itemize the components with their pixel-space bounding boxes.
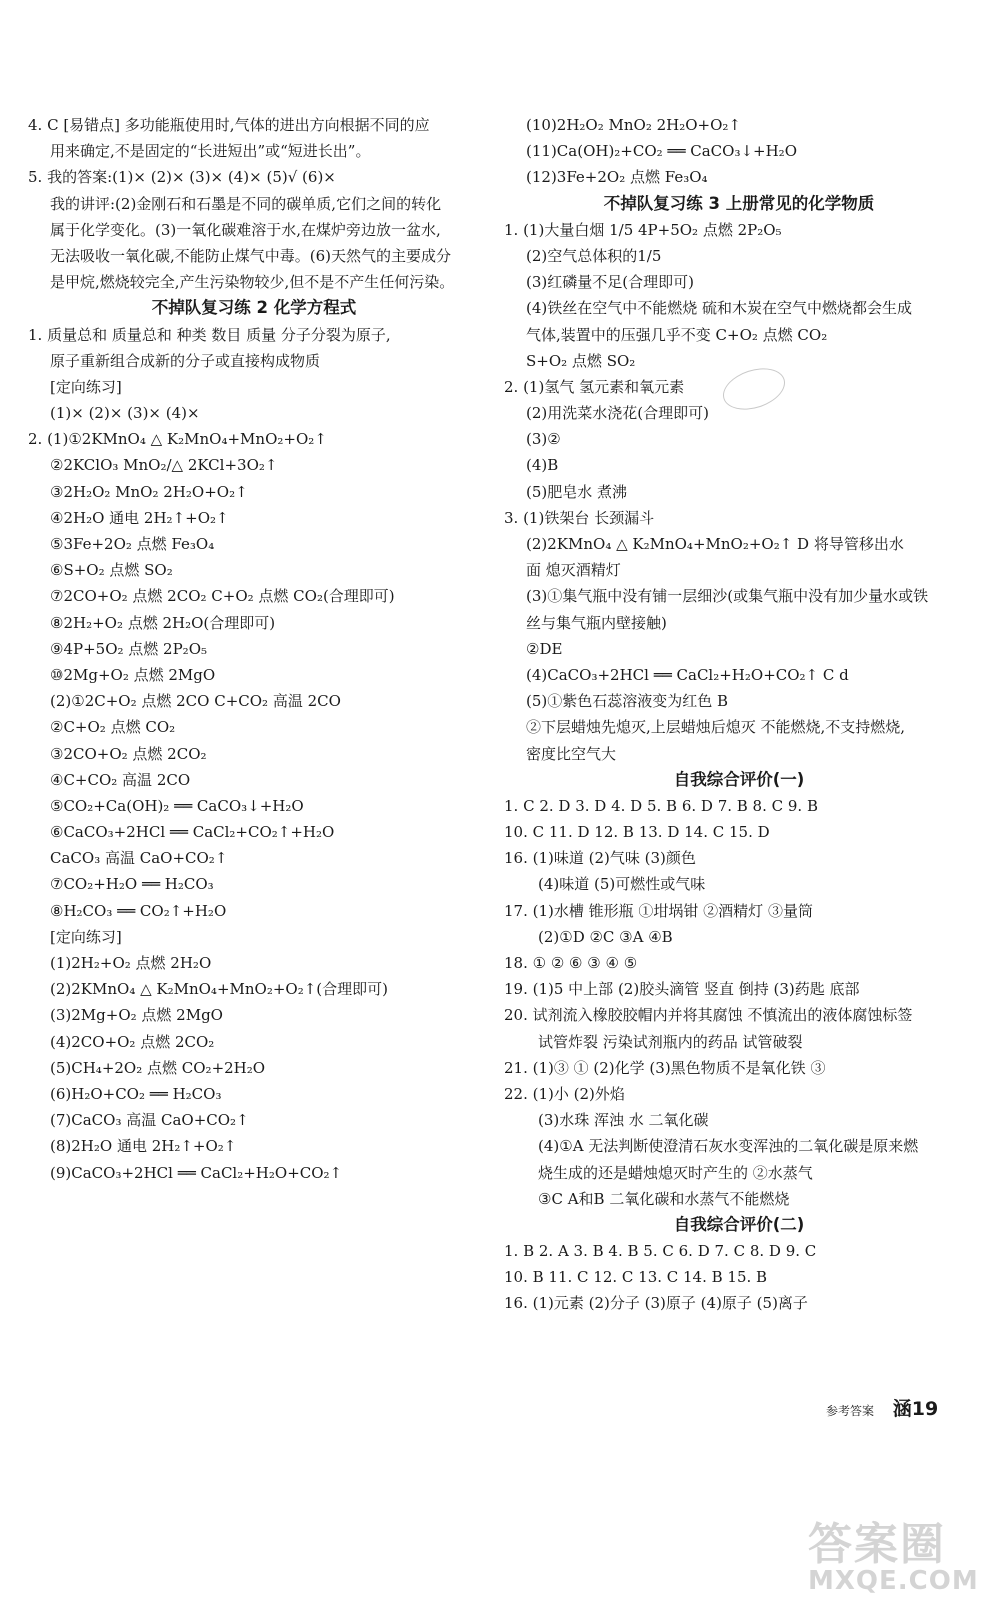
answer-line: 密度比空气大 (526, 744, 617, 763)
answer-line: 16. (1)味道 (2)气味 (3)颜色 (504, 849, 696, 868)
answer-line: 2. (1)①2KMnO₄ △ K₂MnO₄+MnO₂+O₂↑ (28, 430, 327, 449)
answer-line: (3)①集气瓶中没有铺一层细沙(或集气瓶中没有加少量水或铁 (526, 587, 929, 606)
answer-line: (2)2KMnO₄ △ K₂MnO₄+MnO₂+O₂↑ D 将导管移出水 (526, 535, 904, 553)
answer-line: ⑦2CO+O₂ 点燃 2CO₂ C+O₂ 点燃 CO₂(合理即可) (50, 587, 395, 606)
answer-line: 原子重新组合成新的分子或直接构成物质 (50, 351, 321, 370)
answer-line: (3)2Mg+O₂ 点燃 2MgO (50, 1006, 223, 1025)
answer-line: (4)味道 (5)可燃性或气味 (538, 875, 706, 894)
answer-line: (2)2KMnO₄ △ K₂MnO₄+MnO₂+O₂↑(合理即可) (50, 980, 388, 999)
answer-line: 20. 试剂流入橡胶胶帽内并将其腐蚀 不慎流出的液体腐蚀标签 (504, 1006, 913, 1025)
page-number: 涵19 (892, 1398, 939, 1420)
watermark-url: MXQE.COM (808, 1566, 979, 1596)
answer-line: ⑤CO₂+Ca(OH)₂ ══ CaCO₃↓+H₂O (50, 796, 304, 815)
answer-line: ③C A和B 二氧化碳和水蒸气不能燃烧 (538, 1189, 790, 1208)
answer-line: 1. B 2. A 3. B 4. B 5. C 6. D 7. C 8. D 9. C (504, 1242, 817, 1261)
answer-line: ④C+CO₂ 高温 2CO (50, 770, 191, 789)
answer-line: (6)H₂O+CO₂ ══ H₂CO₃ (50, 1084, 222, 1103)
answer-line: (3)红磷量不足(合理即可) (526, 273, 694, 292)
answer-line: 属于化学变化。(3)一氧化碳难溶于水,在煤炉旁边放一盆水, (50, 220, 441, 239)
answer-line: (2)空气总体积的1/5 (526, 246, 662, 265)
answer-line: 3. (1)铁架台 长颈漏斗 (504, 508, 655, 527)
answer-line: 我的讲评:(2)金刚石和石墨是不同的碳单质,它们之间的转化 (50, 194, 442, 213)
answer-line: ⑥CaCO₃+2HCl ══ CaCl₂+CO₂↑+H₂O (50, 823, 335, 842)
answer-line: S+O₂ 点燃 SO₂ (526, 351, 636, 370)
answer-line: 1. 质量总和 质量总和 种类 数目 质量 分子分裂为原子, (28, 325, 391, 344)
answer-line: (5)肥皂水 煮沸 (526, 482, 628, 501)
answer-line: CaCO₃ 高温 CaO+CO₂↑ (50, 849, 228, 868)
answer-line: 17. (1)水槽 锥形瓶 ①坩埚钳 ②酒精灯 ③量筒 (504, 901, 813, 920)
answer-line: 丝与集气瓶内壁接触) (526, 613, 667, 632)
answer-line: ⑨4P+5O₂ 点燃 2P₂O₅ (50, 639, 208, 658)
answer-line: (3)② (526, 430, 561, 449)
watermark-title: 答案圈 (808, 1519, 946, 1570)
left-column (28, 112, 480, 1186)
answer-line: ⑩2Mg+O₂ 点燃 2MgO (50, 665, 216, 684)
answer-line: ③2H₂O₂ MnO₂ 2H₂O+O₂↑ (50, 482, 248, 501)
answer-line: 气体,装置中的压强几乎不变 C+O₂ 点燃 CO₂ (526, 325, 828, 344)
answer-line: 10. B 11. C 12. C 13. C 14. B 15. B (504, 1268, 768, 1287)
answer-line: (10)2H₂O₂ MnO₂ 2H₂O+O₂↑ (526, 116, 741, 134)
answer-line: 面 熄灭酒精灯 (526, 561, 621, 580)
answer-line: (1)× (2)× (3)× (4)× (50, 404, 200, 423)
answer-line: (8)2H₂O 通电 2H₂↑+O₂↑ (50, 1137, 237, 1156)
answer-line: (7)CaCO₃ 高温 CaO+CO₂↑ (50, 1111, 249, 1130)
answer-line: 1. C 2. D 3. D 4. D 5. B 6. D 7. B 8. C 9. B (504, 796, 818, 815)
answer-line: 用来确定,不是固定的“长进短出”或“短进长出”。 (50, 142, 371, 161)
footer-label: 参考答案 (826, 1404, 875, 1418)
answer-line: (5)CH₄+2O₂ 点燃 CO₂+2H₂O (50, 1058, 266, 1077)
answer-line: 10. C 11. D 12. B 13. D 14. C 15. D (504, 823, 770, 842)
section-heading: 不掉队复习练 3 上册常见的化学物质 (603, 193, 875, 213)
answer-line: (9)CaCO₃+2HCl ══ CaCl₂+H₂O+CO₂↑ (50, 1163, 343, 1182)
answer-line: (2)①D ②C ③A ④B (538, 927, 673, 946)
watermark-logo (808, 1508, 979, 1596)
answer-line: (12)3Fe+2O₂ 点燃 Fe₃O₄ (526, 168, 708, 187)
answer-line: (1)2H₂+O₂ 点燃 2H₂O (50, 954, 212, 972)
answer-line: ⑤3Fe+2O₂ 点燃 Fe₃O₄ (50, 535, 215, 553)
answer-line: (4)2CO+O₂ 点燃 2CO₂ (50, 1032, 215, 1051)
answer-line: ⑧H₂CO₃ ══ CO₂↑+H₂O (50, 901, 227, 920)
page-footer (826, 1394, 938, 1421)
answer-line: (5)①紫色石蕊溶液变为红色 B (526, 692, 729, 711)
right-column (504, 112, 974, 1317)
answer-line: 16. (1)元素 (2)分子 (3)原子 (4)原子 (5)离子 (504, 1294, 808, 1313)
answer-line: ②DE (526, 639, 563, 658)
answer-line: 4. C [易错点] 多功能瓶使用时,气体的进出方向根据不同的应 (28, 116, 430, 134)
answer-line: 试管炸裂 污染试剂瓶内的药品 试管破裂 (538, 1032, 803, 1051)
answer-line: [定向练习] (50, 377, 122, 396)
answer-line: ②C+O₂ 点燃 CO₂ (50, 718, 176, 737)
answer-line: (4)铁丝在空气中不能燃烧 硫和木炭在空气中燃烧都会生成 (526, 299, 913, 318)
answer-line: (4)B (526, 456, 559, 475)
answer-line: ⑦CO₂+H₂O ══ H₂CO₃ (50, 875, 214, 894)
answer-line: 18. ① ② ⑥ ③ ④ ⑤ (504, 954, 638, 972)
answer-line: ③2CO+O₂ 点燃 2CO₂ (50, 744, 207, 763)
answer-line: 21. (1)③ ① (2)化学 (3)黑色物质不是氧化铁 ③ (504, 1058, 826, 1077)
answer-line: 无法吸收一氧化碳,不能防止煤气中毒。(6)天然气的主要成分 (50, 246, 452, 265)
answer-line: 2. (1)氢气 氢元素和氧元素 (504, 377, 685, 396)
answer-line: ②下层蜡烛先熄灭,上层蜡烛后熄灭 不能燃烧,不支持燃烧, (526, 718, 906, 737)
answer-line: ④2H₂O 通电 2H₂↑+O₂↑ (50, 508, 229, 527)
answer-line: 19. (1)5 中上部 (2)胶头滴管 竖直 倒持 (3)药匙 底部 (504, 980, 860, 999)
section-heading: 自我综合评价(一) (673, 769, 805, 789)
answer-line: (4)①A 无法判断使澄清石灰水变浑浊的二氧化碳是原来燃 (538, 1137, 919, 1156)
answer-line: (2)用洗菜水浇花(合理即可) (526, 404, 709, 423)
answer-line: (11)Ca(OH)₂+CO₂ ══ CaCO₃↓+H₂O (526, 142, 797, 161)
answer-line: 22. (1)小 (2)外焰 (504, 1084, 625, 1103)
answer-line: 是甲烷,燃烧较完全,产生污染物较少,但不是不产生任何污染。 (50, 273, 455, 292)
answer-line: ⑥S+O₂ 点燃 SO₂ (50, 561, 173, 580)
answer-line: 烧生成的还是蜡烛熄灭时产生的 ②水蒸气 (538, 1163, 813, 1182)
answer-line: (3)水珠 浑浊 水 二氧化碳 (538, 1111, 709, 1130)
answer-line: 5. 我的答案:(1)× (2)× (3)× (4)× (5)√ (6)× (28, 168, 336, 187)
answer-line: ⑧2H₂+O₂ 点燃 2H₂O(合理即可) (50, 613, 276, 632)
section-heading: 不掉队复习练 2 化学方程式 (151, 298, 357, 318)
section-heading: 自我综合评价(二) (673, 1214, 805, 1234)
answer-line: ②2KClO₃ MnO₂/△ 2KCl+3O₂↑ (50, 456, 278, 475)
answer-line: (4)CaCO₃+2HCl ══ CaCl₂+H₂O+CO₂↑ C d (526, 665, 849, 684)
answer-line: 1. (1)大量白烟 1/5 4P+5O₂ 点燃 2P₂O₅ (504, 220, 782, 239)
answer-line: [定向练习] (50, 927, 122, 946)
answer-line: (2)①2C+O₂ 点燃 2CO C+CO₂ 高温 2CO (50, 692, 341, 711)
